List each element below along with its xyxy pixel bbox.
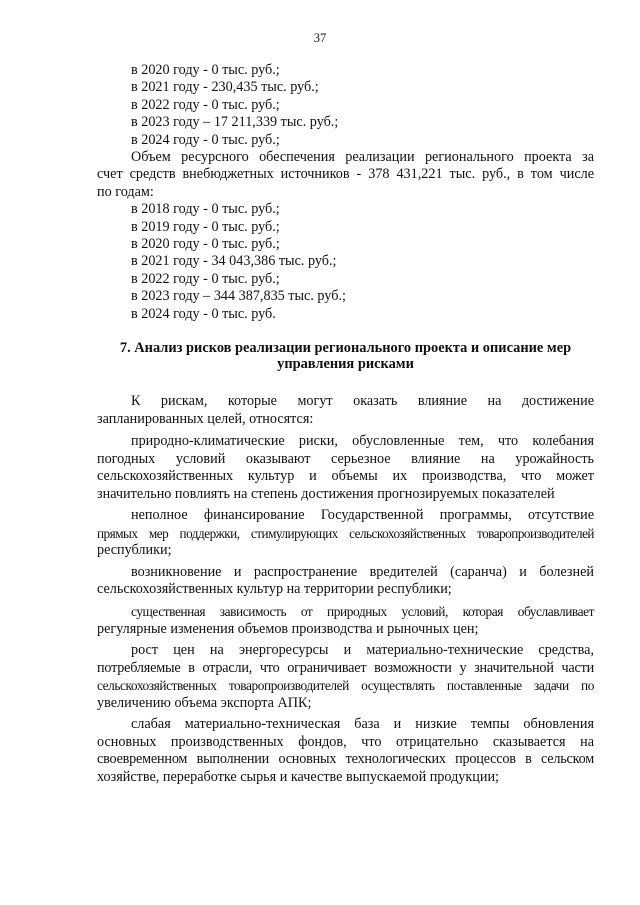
risk-item-line: существенная зависимость от природных условий, которая обуславливает	[131, 604, 594, 620]
risks-section	[97, 393, 594, 786]
resource-paragraph-line: счет средств внебюджетных источников - 378 431,221 тыс. руб., в том числе	[97, 166, 594, 183]
list-item: в 2018 году - 0 тыс. руб.;	[131, 201, 280, 218]
funding-years-list-1	[97, 62, 594, 323]
section-heading-line: 7. Анализ рисков реализации регионального проекта и описание мер	[119, 340, 572, 356]
risk-item-line: потребляемые в отрасли, что ограничивает возможности у значительной части	[97, 659, 594, 676]
list-item: в 2022 году - 0 тыс. руб.;	[131, 96, 280, 113]
risk-item-line: прямых мер поддержки, стимулирующих сельскохозяйственных товаропроизводителей	[97, 525, 594, 541]
list-item: в 2023 году – 344 387,835 тыс. руб.;	[131, 288, 346, 305]
list-item: в 2019 году - 0 тыс. руб.;	[131, 218, 280, 235]
risk-item-line: своевременном выполнении основных технологических процессов в сельском	[97, 751, 594, 768]
risk-item-line: основных производственных фондов, что отрицательно сказывается на	[97, 733, 594, 750]
risk-item-line: природно-климатические риски, обусловленные тем, что колебания	[131, 433, 594, 450]
list-item: в 2020 году - 0 тыс. руб.;	[131, 62, 280, 78]
risk-item-line: погодных условий оказывают серьезное влияние на урожайность	[97, 450, 594, 467]
list-item: в 2020 году - 0 тыс. руб.;	[131, 236, 280, 253]
resource-paragraph-line: Объем ресурсного обеспечения реализации регионального проекта за	[131, 149, 594, 166]
risk-item-line: регулярные изменения объемов производства и рыночных цен;	[97, 620, 479, 637]
risk-item-line: сельскохозяйственных культур на территории республики;	[97, 581, 452, 598]
list-item: в 2024 году - 0 тыс. руб.;	[131, 131, 280, 148]
list-item: в 2024 году - 0 тыс. руб.	[131, 305, 276, 322]
risk-item-line: республики;	[97, 542, 172, 559]
page-number: 37	[313, 31, 327, 45]
section-heading	[97, 340, 594, 372]
list-item: в 2021 году - 34 043,386 тыс. руб.;	[131, 253, 337, 270]
risk-item-line: хозяйстве, переработке сырья и качестве выпускаемой продукции;	[97, 768, 500, 785]
risk-item-line: сельскохозяйственных культур и объемы их производства, что может	[97, 468, 594, 485]
risk-item-line: увеличению объема экспорта АПК;	[97, 694, 312, 711]
risk-item-line: сельскохозяйственных товаропроизводителей осуществлять поставленные задачи по	[97, 678, 594, 694]
list-item: в 2022 году - 0 тыс. руб.;	[131, 270, 280, 287]
section-heading-line: управления рисками	[277, 356, 414, 372]
list-item: в 2023 году – 17 211,339 тыс. руб.;	[131, 114, 339, 131]
risks-intro-line: запланированных целей, относятся:	[97, 410, 314, 427]
risks-intro-line: К рискам, которые могут оказать влияние на достижение	[131, 393, 594, 409]
risk-item-line: рост цен на энергоресурсы и материально-технические средства,	[131, 642, 594, 659]
list-item: в 2021 году - 230,435 тыс. руб.;	[131, 79, 319, 96]
risk-item-line: слабая материально-техническая база и низкие темпы обновления	[131, 716, 594, 733]
risk-item-line: неполное финансирование Государственной программы, отсутствие	[131, 507, 594, 524]
resource-paragraph-line: по годам:	[97, 183, 154, 200]
risk-item-line: значительно повлиять на степень достижения прогнозируемых показателей	[97, 485, 555, 502]
risk-item-line: возникновение и распространение вредителей (саранча) и болезней	[131, 563, 594, 580]
